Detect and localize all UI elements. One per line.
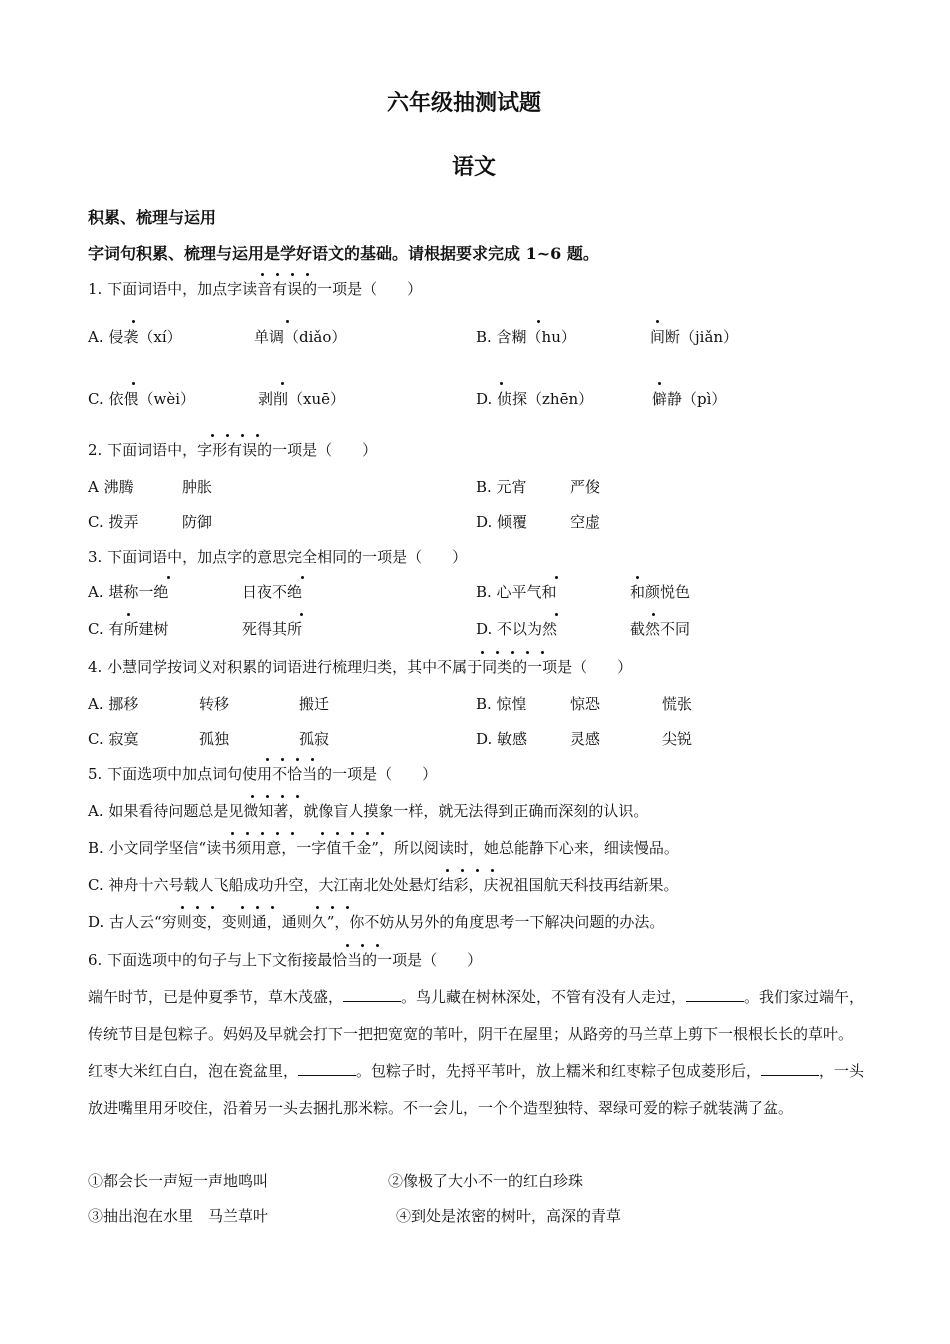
emphasis-dot bbox=[636, 576, 639, 579]
question-4-option-d2: 灵感 bbox=[570, 730, 601, 748]
question-3-option-b1: B. 心平气和 bbox=[476, 583, 557, 601]
question-4-option-d3: 尖锐 bbox=[662, 730, 693, 748]
emphasis-dot bbox=[241, 434, 244, 437]
question-6-option-4: ④到处是浓密的树叶，高深的青草 bbox=[396, 1207, 622, 1225]
question-4-option-a2: 转移 bbox=[199, 695, 230, 713]
emphasis-dot bbox=[306, 273, 309, 276]
question-5-option-d: D. 古人云“穷则变，变则通，通则久”，你不妨从另外的角度思考一下解决问题的办法。 bbox=[88, 913, 665, 931]
emphasis-dot bbox=[361, 944, 364, 947]
emphasis-dot bbox=[346, 906, 349, 909]
emphasis-dot bbox=[211, 906, 214, 909]
question-3-option-d2: 截然不同 bbox=[630, 620, 691, 638]
question-2-stem: 2. 下面词语中，字形有误的一项是（ ） bbox=[88, 441, 378, 459]
question-2-option-d1: D. 倾覆 bbox=[476, 513, 528, 531]
question-4-option-b3: 慌张 bbox=[662, 695, 693, 713]
answer-blank-2[interactable] bbox=[686, 986, 744, 1002]
emphasis-dot bbox=[266, 795, 269, 798]
question-1-option-a2: 单调（diǎo） bbox=[254, 328, 347, 346]
emphasis-dot bbox=[167, 576, 170, 579]
emphasis-dot bbox=[500, 382, 503, 385]
emphasis-dot bbox=[296, 758, 299, 761]
emphasis-dot bbox=[251, 795, 254, 798]
emphasis-dot bbox=[316, 906, 319, 909]
question-6-option-1: ①都会长一声短一声地鸣叫 bbox=[88, 1172, 269, 1190]
question-1-option-a1: A. 侵袭（xí） bbox=[88, 328, 182, 346]
question-3-option-a2: 日夜不绝 bbox=[242, 583, 303, 601]
emphasis-dot bbox=[658, 382, 661, 385]
emphasis-dot bbox=[231, 832, 234, 835]
question-1-stem: 1. 下面词语中，加点字读音有误的一项是（ ） bbox=[88, 280, 423, 298]
exam-title: 六年级抽测试题 bbox=[387, 90, 542, 116]
question-6-passage bbox=[88, 979, 866, 1127]
emphasis-dot bbox=[132, 320, 135, 323]
question-5-stem: 5. 下面选项中加点词句使用不恰当的一项是（ ） bbox=[88, 765, 438, 783]
question-5-option-a: A. 如果看待问题总是见微知著，就像盲人摸象一样，就无法得到正确而深刻的认识。 bbox=[88, 802, 649, 820]
question-4-stem: 4. 小慧同学按词义对积累的词语进行梳理归类，其中不属于同类的一项是（ ） bbox=[88, 658, 633, 676]
question-2-option-d2: 空虚 bbox=[570, 513, 601, 531]
emphasis-dot bbox=[276, 832, 279, 835]
question-5-option-b: B. 小文同学坚信“读书须用意，一字值千金”，所以阅读时，她总能静下心来，细读慢品。 bbox=[88, 839, 679, 857]
emphasis-dot bbox=[127, 613, 130, 616]
answer-blank-3[interactable] bbox=[298, 1060, 356, 1076]
emphasis-dot bbox=[537, 320, 540, 323]
emphasis-dot bbox=[461, 869, 464, 872]
emphasis-dot bbox=[331, 906, 334, 909]
section-instruction: 字词句积累、梳理与运用是学好语文的基础。请根据要求完成 1~6 题。 bbox=[88, 244, 599, 263]
emphasis-dot bbox=[555, 613, 558, 616]
emphasis-dot bbox=[281, 382, 284, 385]
emphasis-dot bbox=[266, 758, 269, 761]
question-1-option-b1: B. 含糊（hu） bbox=[476, 328, 576, 346]
emphasis-dot bbox=[336, 832, 339, 835]
question-3-option-b2: 和颜悦色 bbox=[630, 583, 691, 601]
question-1-option-b2: 间断（jiǎn） bbox=[650, 328, 739, 346]
emphasis-dot bbox=[476, 869, 479, 872]
passage-part-3: 。我们家过端午，传统节目是包粽子。妈妈及早就会打下一把把宽宽的苇叶，阴干在屋里；从路旁的马兰草上剪下一根根长长的草叶。红枣大米红白白，泡在瓷盆里， bbox=[88, 988, 865, 1080]
passage-part-5: ，一头放进嘴里用牙咬住，沿着另一头去捆扎那米粽。不一会儿，一个个造型独特、翠绿可爱的粽子就装满了盆。 bbox=[88, 1062, 865, 1117]
emphasis-dot bbox=[366, 832, 369, 835]
emphasis-dot bbox=[296, 795, 299, 798]
emphasis-dot bbox=[481, 651, 484, 654]
emphasis-dot bbox=[226, 434, 229, 437]
question-3-option-c1: C. 有所建树 bbox=[88, 620, 169, 638]
emphasis-dot bbox=[381, 832, 384, 835]
question-4-option-b1: B. 惊惶 bbox=[476, 695, 527, 713]
question-4-option-a3: 搬迁 bbox=[299, 695, 330, 713]
question-1-option-c2: 剥削（xuē） bbox=[258, 390, 345, 408]
answer-blank-4[interactable] bbox=[761, 1060, 819, 1076]
emphasis-dot bbox=[271, 906, 274, 909]
emphasis-dot bbox=[196, 906, 199, 909]
question-2-option-c1: C. 拨弄 bbox=[88, 513, 139, 531]
question-5-option-c: C. 神舟十六号载人飞船成功升空，大江南北处处悬灯结彩，庆祝祖国航天科技再结新果。 bbox=[88, 876, 679, 894]
question-2-option-a1: A 沸腾 bbox=[88, 478, 134, 496]
emphasis-dot bbox=[256, 906, 259, 909]
question-6-option-2: ②像极了大小不一的红白珍珠 bbox=[388, 1172, 584, 1190]
emphasis-dot bbox=[181, 906, 184, 909]
passage-part-2: 。鸟儿藏在树林深处，不管有没有人走过， bbox=[401, 988, 687, 1006]
emphasis-dot bbox=[291, 832, 294, 835]
emphasis-dot bbox=[211, 434, 214, 437]
question-4-option-d1: D. 敏感 bbox=[476, 730, 528, 748]
emphasis-dot bbox=[526, 651, 529, 654]
emphasis-dot bbox=[652, 613, 655, 616]
emphasis-dot bbox=[376, 944, 379, 947]
emphasis-dot bbox=[276, 273, 279, 276]
question-4-option-c3: 孤寂 bbox=[299, 730, 330, 748]
emphasis-dot bbox=[300, 613, 303, 616]
question-3-option-a1: A. 堪称一绝 bbox=[88, 583, 169, 601]
emphasis-dot bbox=[491, 869, 494, 872]
question-1-option-d1: D. 侦探（zhēn） bbox=[476, 390, 594, 408]
emphasis-dot bbox=[511, 651, 514, 654]
emphasis-dot bbox=[346, 944, 349, 947]
question-4-option-c2: 孤独 bbox=[199, 730, 230, 748]
question-4-option-c1: C. 寂寞 bbox=[88, 730, 139, 748]
emphasis-dot bbox=[301, 576, 304, 579]
question-2-option-a2: 肿胀 bbox=[182, 478, 213, 496]
emphasis-dot bbox=[281, 795, 284, 798]
passage-part-1: 端午时节，已是仲夏季节，草木茂盛， bbox=[88, 988, 344, 1006]
emphasis-dot bbox=[281, 758, 284, 761]
question-6-option-3: ③抽出泡在水里 马兰草叶 bbox=[88, 1207, 269, 1225]
emphasis-dot bbox=[496, 651, 499, 654]
question-2-option-b1: B. 元宵 bbox=[476, 478, 527, 496]
emphasis-dot bbox=[351, 832, 354, 835]
emphasis-dot bbox=[446, 869, 449, 872]
answer-blank-1[interactable] bbox=[343, 986, 401, 1002]
question-3-option-d1: D. 不以为然 bbox=[476, 620, 558, 638]
question-1-option-d2: 僻静（pì） bbox=[652, 390, 727, 408]
emphasis-dot bbox=[241, 906, 244, 909]
emphasis-dot bbox=[261, 832, 264, 835]
emphasis-dot bbox=[261, 273, 264, 276]
question-6-stem: 6. 下面选项中的句子与上下文衔接最恰当的一项是（ ） bbox=[88, 951, 483, 969]
question-3-stem: 3. 下面词语中，加点字的意思完全相同的一项是（ ） bbox=[88, 548, 468, 566]
emphasis-dot bbox=[132, 382, 135, 385]
question-1-option-c1: C. 依偎（wèi） bbox=[88, 390, 195, 408]
question-2-option-c2: 防御 bbox=[182, 513, 213, 531]
question-4-option-a1: A. 挪移 bbox=[88, 695, 139, 713]
question-4-option-b2: 惊恐 bbox=[570, 695, 601, 713]
emphasis-dot bbox=[541, 651, 544, 654]
question-2-option-b2: 严俊 bbox=[570, 478, 601, 496]
subject-title: 语文 bbox=[452, 154, 497, 180]
emphasis-dot bbox=[246, 832, 249, 835]
emphasis-dot bbox=[555, 576, 558, 579]
question-3-option-c2: 死得其所 bbox=[242, 620, 303, 638]
emphasis-dot bbox=[291, 273, 294, 276]
passage-part-4: 。包粽子时，先捋平苇叶，放上糯米和红枣粽子包成菱形后， bbox=[356, 1062, 762, 1080]
emphasis-dot bbox=[286, 320, 289, 323]
emphasis-dot bbox=[256, 434, 259, 437]
emphasis-dot bbox=[311, 758, 314, 761]
section-heading: 积累、梳理与运用 bbox=[88, 208, 217, 227]
emphasis-dot bbox=[321, 832, 324, 835]
emphasis-dot bbox=[656, 320, 659, 323]
